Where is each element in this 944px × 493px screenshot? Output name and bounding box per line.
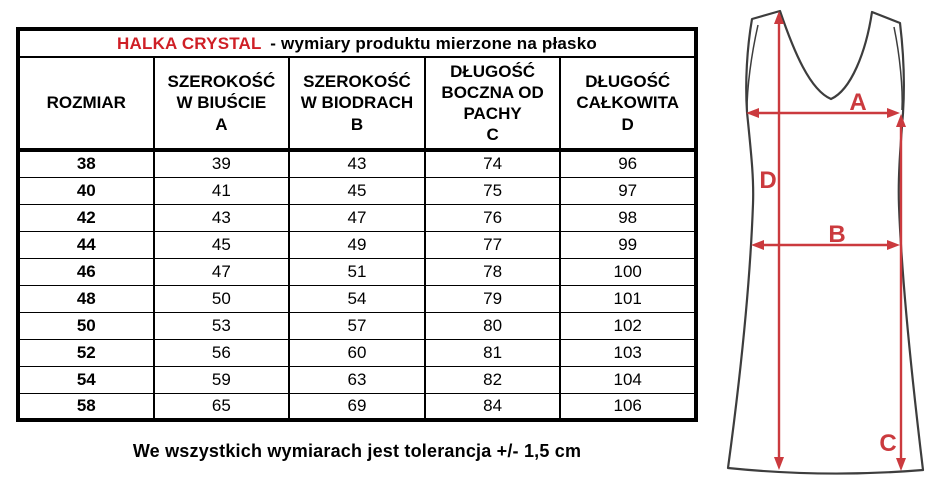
- value-cell: 98: [560, 204, 696, 231]
- table-header-row: [18, 57, 696, 150]
- dress-diagram-svg: [700, 0, 944, 493]
- label-hip-width: B: [828, 221, 846, 248]
- value-cell: 60: [289, 339, 425, 366]
- dress-measurement-diagram: [700, 0, 944, 493]
- value-cell: 50: [154, 285, 290, 312]
- value-cell: 39: [154, 150, 290, 177]
- value-cell: 97: [560, 177, 696, 204]
- value-cell: 81: [425, 339, 561, 366]
- title-description: - wymiary produktu mierzone na płasko: [270, 33, 597, 53]
- table-row: [18, 339, 696, 366]
- header-line: B: [350, 114, 364, 134]
- value-cell: 78: [425, 258, 561, 285]
- tolerance-note: We wszystkich wymiarach jest tolerancja +/- 1,5 cm: [132, 441, 582, 461]
- value-cell: 80: [425, 312, 561, 339]
- value-cell: 96: [560, 150, 696, 177]
- header-line: ROZMIAR: [46, 93, 126, 113]
- label-bust-width: A: [849, 89, 867, 116]
- label-total-length: D: [759, 167, 777, 194]
- header-line: D: [621, 114, 634, 134]
- size-cell: 40: [18, 177, 154, 204]
- size-cell: 52: [18, 339, 154, 366]
- product-name: HALKA CRYSTAL: [117, 33, 262, 53]
- value-cell: 59: [154, 366, 290, 393]
- size-cell: 44: [18, 231, 154, 258]
- value-cell: 43: [154, 204, 290, 231]
- size-cell: 42: [18, 204, 154, 231]
- value-cell: 65: [154, 393, 290, 420]
- table-row: [18, 258, 696, 285]
- table-row: [18, 231, 696, 258]
- size-chart-section: [16, 27, 698, 422]
- value-cell: 45: [154, 231, 290, 258]
- value-cell: 104: [560, 366, 696, 393]
- value-cell: 45: [289, 177, 425, 204]
- header-line: CAŁKOWITA: [576, 93, 679, 113]
- table-row: [18, 204, 696, 231]
- value-cell: 76: [425, 204, 561, 231]
- value-cell: 49: [289, 231, 425, 258]
- header-line: PACHY: [463, 104, 522, 123]
- value-cell: 103: [560, 339, 696, 366]
- value-cell: 99: [560, 231, 696, 258]
- table-row: [18, 285, 696, 312]
- size-cell: 54: [18, 366, 154, 393]
- value-cell: 41: [154, 177, 290, 204]
- column-header-hip-width: [289, 57, 425, 150]
- table-row: [18, 150, 696, 177]
- value-cell: 56: [154, 339, 290, 366]
- value-cell: 82: [425, 366, 561, 393]
- value-cell: 84: [425, 393, 561, 420]
- size-cell: 38: [18, 150, 154, 177]
- header-line: DŁUGOŚĆ: [585, 72, 671, 92]
- value-cell: 54: [289, 285, 425, 312]
- value-cell: 79: [425, 285, 561, 312]
- value-cell: 102: [560, 312, 696, 339]
- value-cell: 53: [154, 312, 290, 339]
- table-row: [18, 177, 696, 204]
- value-cell: 69: [289, 393, 425, 420]
- header-line: BOCZNA OD: [441, 82, 544, 102]
- value-cell: 63: [289, 366, 425, 393]
- header-line: C: [486, 125, 499, 145]
- size-cell: 50: [18, 312, 154, 339]
- size-cell: 48: [18, 285, 154, 312]
- table-title-row: [18, 29, 696, 57]
- value-cell: 101: [560, 285, 696, 312]
- table-title-cell: [18, 29, 696, 57]
- dress-outline: [728, 11, 923, 474]
- value-cell: 51: [289, 258, 425, 285]
- value-cell: 47: [289, 204, 425, 231]
- table-row: [18, 312, 696, 339]
- header-line: SZEROKOŚĆ: [303, 72, 411, 92]
- column-header-side-length: [425, 57, 561, 150]
- size-cell: 46: [18, 258, 154, 285]
- table-row: [18, 393, 696, 420]
- column-header-total-length: [560, 57, 696, 150]
- value-cell: 43: [289, 150, 425, 177]
- value-cell: 74: [425, 150, 561, 177]
- column-header-rozmiar: [18, 57, 154, 150]
- value-cell: 57: [289, 312, 425, 339]
- value-cell: 75: [425, 177, 561, 204]
- header-line: DŁUGOŚĆ: [450, 61, 536, 81]
- column-header-bust-width: [154, 57, 290, 150]
- header-line: W BIUŚCIE: [176, 93, 267, 113]
- header-line: SZEROKOŚĆ: [167, 72, 276, 92]
- header-line: A: [215, 114, 228, 134]
- value-cell: 47: [154, 258, 290, 285]
- value-cell: 77: [425, 231, 561, 258]
- value-cell: 106: [560, 393, 696, 420]
- value-cell: 100: [560, 258, 696, 285]
- size-cell: 58: [18, 393, 154, 420]
- size-table: [16, 27, 698, 422]
- label-side-length: C: [879, 430, 897, 457]
- table-row: [18, 366, 696, 393]
- header-line: W BIODRACH: [300, 93, 414, 113]
